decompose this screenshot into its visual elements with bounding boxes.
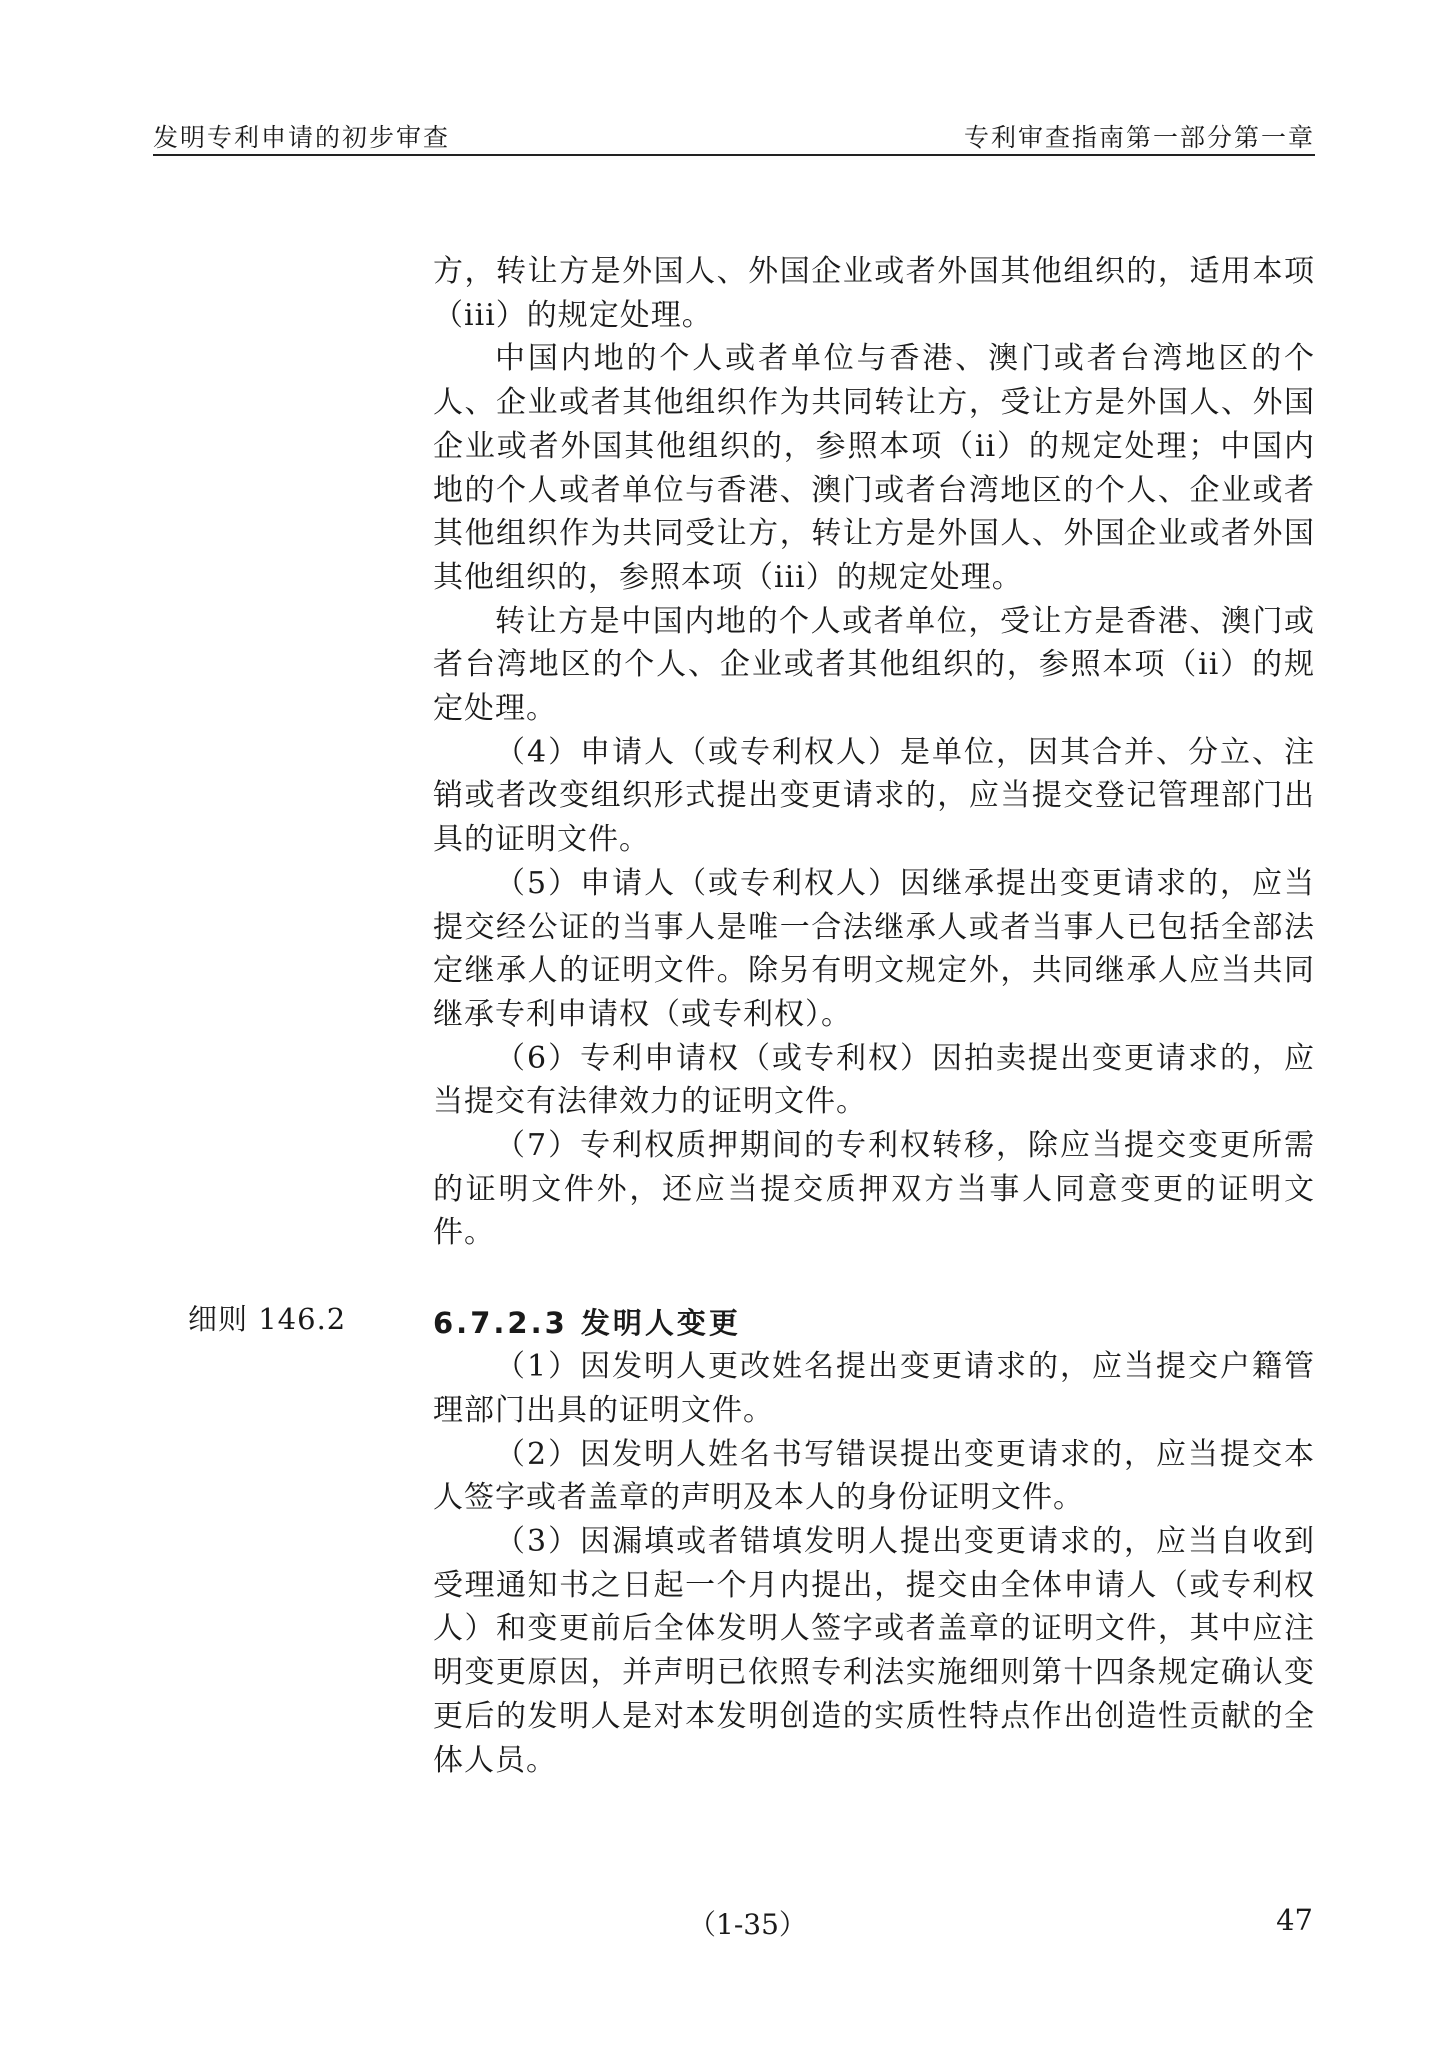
margin-rule-reference: 细则 146.2 <box>188 1302 347 1336</box>
footer-page-number: 47 <box>1276 1903 1313 1937</box>
header-divider <box>153 154 1315 156</box>
section-spacer <box>433 1255 1315 1301</box>
header-chapter-title: 发明专利申请的初步审查 <box>153 123 451 152</box>
section-paragraph-2: （2）因发明人姓名书写错误提出变更请求的，应当提交本人签字或者盖章的声明及本人的身份证明文件。 <box>433 1436 1315 1516</box>
paragraph-item-4: （4）申请人（或专利权人）是单位，因其合并、分立、注销或者改变组织形式提出变更请求的，应当提交登记管理部门出具的证明文件。 <box>433 734 1315 858</box>
paragraph-mainland-transferor: 转让方是中国内地的个人或者单位，受让方是香港、澳门或者台湾地区的个人、企业或者其他组织的，参照本项（ii）的规定处理。 <box>433 603 1315 727</box>
paragraph-continued: 方，转让方是外国人、外国企业或者外国其他组织的，适用本项（iii）的规定处理。 <box>433 254 1315 333</box>
paragraph-joint-transferor: 中国内地的个人或者单位与香港、澳门或者台湾地区的个人、企业或者其他组织作为共同转让方，受让方是外国人、外国企业或者外国其他组织的，参照本项（ii）的规定处理；中国内地的个人或者单位与香港、澳门或者台湾地区的个人、企业或者其他组织作为共同受让方，转让方是外国人、外国企业或者外国其他组织的，参照本项（iii）的规定处理。 <box>433 341 1315 595</box>
section-paragraph-3: （3）因漏填或者错填发明人提出变更请求的，应当自收到受理通知书之日起一个月内提出，提交由全体申请人（或专利权人）和变更前后全体发明人签字或者盖章的证明文件，其中应注明变更原因，并声明已依照专利法实施细则第十四条规定确认变更后的发明人是对本发明创造的实质性特点作出创造性贡献的全体人员。 <box>433 1523 1315 1778</box>
main-text <box>433 250 1315 1782</box>
paragraph-item-5: （5）申请人（或专利权人）因继承提出变更请求的，应当提交经公证的当事人是唯一合法继承人或者当事人已包括全部法定继承人的证明文件。除另有明文规定外，共同继承人应当共同继承专利申请权（或专利权）。 <box>433 865 1315 1032</box>
section-paragraph-1: （1）因发明人更改姓名提出变更请求的，应当提交户籍管理部门出具的证明文件。 <box>433 1349 1315 1428</box>
paragraph-item-7: （7）专利权质押期间的专利权转移，除应当提交变更所需的证明文件外，还应当提交质押双方当事人同意变更的证明文件。 <box>433 1128 1315 1251</box>
running-header <box>153 118 1315 156</box>
section-heading: 6.7.2.3 发明人变更 <box>433 1306 741 1341</box>
header-guide-section: 专利审查指南第一部分第一章 <box>963 123 1315 152</box>
footer-section-page: （1-35） <box>688 1908 807 1941</box>
paragraph-item-6: （6）专利申请权（或专利权）因拍卖提出变更请求的，应当提交有法律效力的证明文件。 <box>433 1040 1315 1120</box>
